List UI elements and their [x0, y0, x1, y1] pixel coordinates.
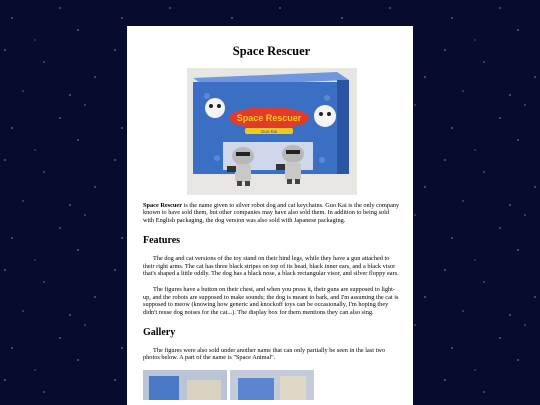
page-title: Space Rescuer — [232, 44, 311, 58]
features-paragraph-1: The dog and cat versions of the toy stand on their hind legs, while they have a gun attached to their right arms. The cat has three black stripes on top of its head, black inner ears, and a black visor that's shaped a little oddly. The dog has a black nose, a black rectangular visor, and silver floppy ears. — [143, 255, 399, 278]
intro-text: is the name given to silver robot dog and cat keychains. Guo Kai is the only company known to have sold them, but other companies may have also sold them. In addition to being sold with English packaging, the dog version was also sold with Japanese packaging. — [143, 202, 400, 224]
gallery-paragraph: The figures were also sold under another name that can only partially be seen in the last two photos below. A part of the name is "Space Animal". — [143, 347, 386, 362]
box-logo-text: Space Rescuer — [236, 113, 301, 123]
hero-photo[interactable] — [187, 68, 357, 195]
box-subtitle-text: Guo Kai — [260, 129, 277, 134]
gallery-heading: Gallery — [143, 327, 176, 339]
features-paragraph-2: The figures have a button on their chest, and when you press it, their guns are supposed to light-up, and the robots are supposed to make sounds; the dog is meant to bark, and I'm assuming the cat is supposed to meow (knowing how generic and knockoff toys can be occasionally, I'm hoping they didn't reuse dog noises for the cat...). The display box for them mentions they can also sing. — [143, 286, 399, 316]
gallery-thumbnail-1[interactable] — [143, 370, 227, 400]
article-panel — [127, 26, 413, 405]
features-heading: Features — [143, 235, 181, 247]
gallery-thumbnails — [143, 370, 400, 400]
intro-bold-name: Space Rescuer — [143, 202, 182, 209]
gallery-thumbnail-2[interactable] — [230, 370, 314, 400]
intro-paragraph — [143, 202, 400, 224]
